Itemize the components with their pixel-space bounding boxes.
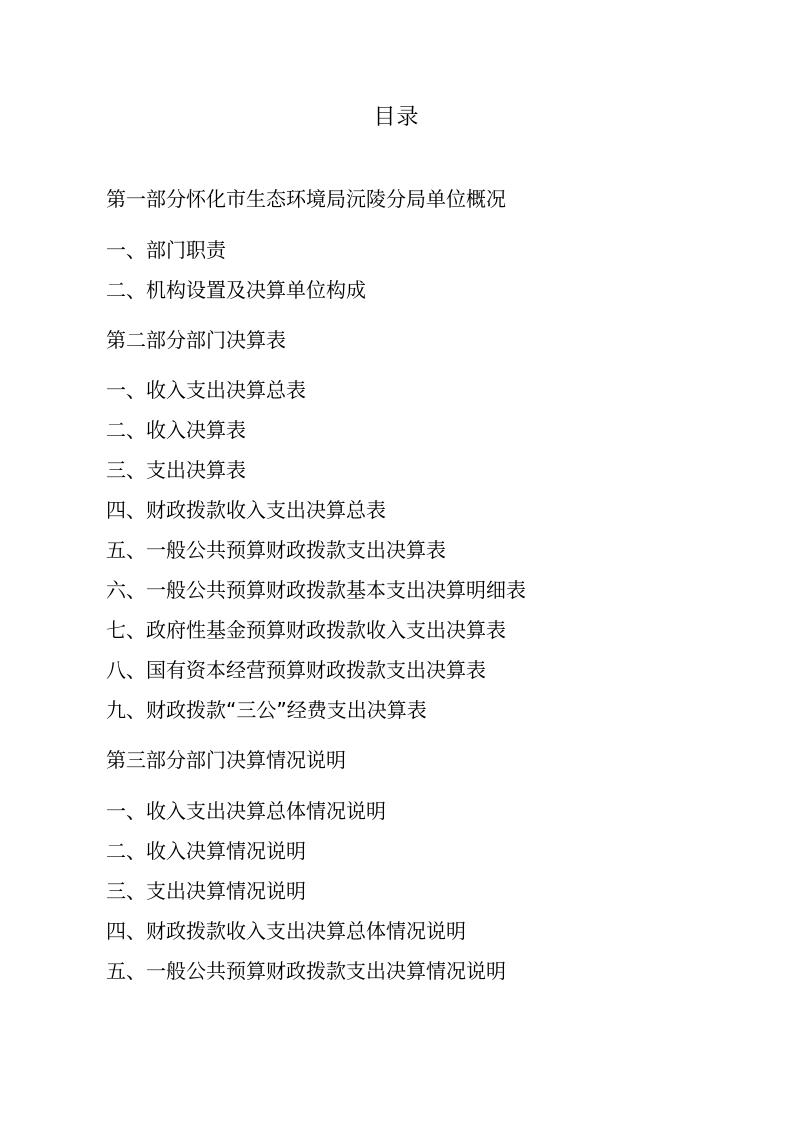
toc-item: 一、收入支出决算总表 xyxy=(106,378,306,402)
part-1-heading: 第一部分怀化市生态环境局沅陵分局单位概况 xyxy=(106,187,506,211)
toc-item: 二、收入决算情况说明 xyxy=(106,839,306,863)
toc-item: 五、一般公共预算财政拨款支出决算情况说明 xyxy=(106,959,506,983)
toc-item: 七、政府性基金预算财政拨款收入支出决算表 xyxy=(106,618,506,642)
toc-item: 九、财政拨款“三公”经费支出决算表 xyxy=(106,698,427,722)
toc-item: 一、部门职责 xyxy=(106,238,226,262)
toc-item: 二、机构设置及决算单位构成 xyxy=(106,278,366,302)
part-2-heading: 第二部分部门决算表 xyxy=(106,328,286,352)
part-3-heading: 第三部分部门决算情况说明 xyxy=(106,748,346,772)
toc-item: 四、财政拨款收入支出决算总表 xyxy=(106,498,386,522)
toc-item: 六、一般公共预算财政拨款基本支出决算明细表 xyxy=(106,578,526,602)
toc-item: 八、国有资本经营预算财政拨款支出决算表 xyxy=(106,658,486,682)
toc-item: 四、财政拨款收入支出决算总体情况说明 xyxy=(106,919,466,943)
toc-item: 二、收入决算表 xyxy=(106,418,246,442)
toc-item: 五、一般公共预算财政拨款支出决算表 xyxy=(106,538,446,562)
toc-item: 一、收入支出决算总体情况说明 xyxy=(106,799,386,823)
toc-item: 三、支出决算表 xyxy=(106,458,246,482)
page-title: 目录 xyxy=(373,105,420,130)
toc-item: 三、支出决算情况说明 xyxy=(106,879,306,903)
